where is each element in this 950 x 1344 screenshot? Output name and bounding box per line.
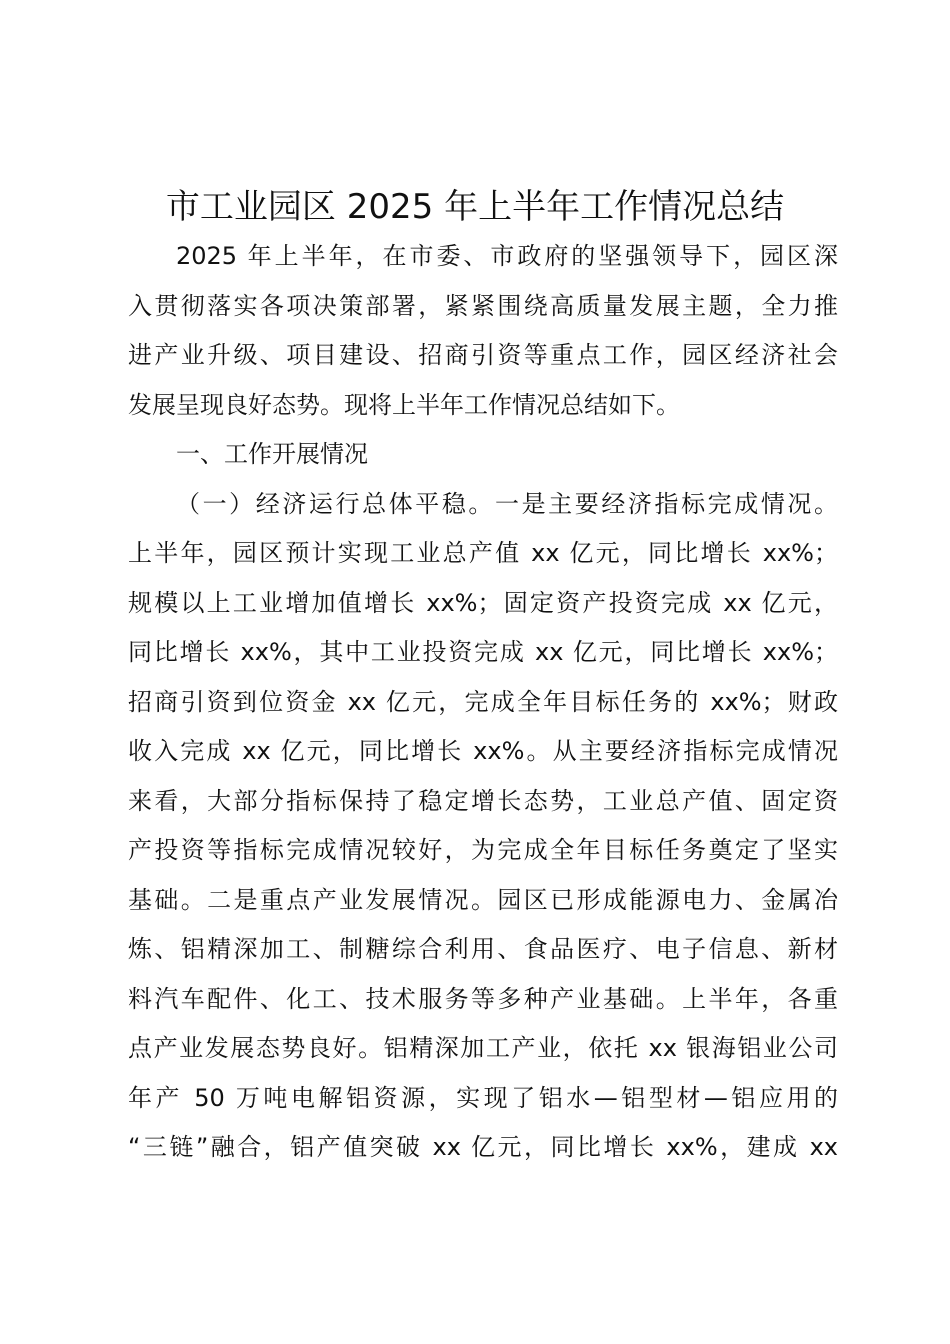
text-line: 2025 年上半年，在市委、市政府的坚强领导下，园区深 (176, 242, 838, 270)
text-line: 点产业发展态势良好。铝精深加工产业，依托 xx 银海铝业公司 (128, 1034, 838, 1062)
document-title: 市工业园区 2025 年上半年工作情况总结 (165, 187, 785, 227)
text-line: 同比增长 xx%，其中工业投资完成 xx 亿元，同比增长 xx%； (128, 638, 838, 666)
text-line: 收入完成 xx 亿元，同比增长 xx%。从主要经济指标完成情况 (128, 737, 838, 765)
text-line: “三链”融合，铝产值突破 xx 亿元，同比增长 xx%，建成 xx (128, 1133, 838, 1161)
text-line: 炼、铝精深加工、制糖综合利用、食品医疗、电子信息、新材 (128, 935, 838, 963)
text-line: 基础。二是重点产业发展情况。园区已形成能源电力、金属冶 (128, 885, 838, 914)
text-line: （一）经济运行总体平稳。一是主要经济指标完成情况。 (176, 489, 838, 518)
text-line: 年产 50 万吨电解铝资源，实现了铝水—铝型材—铝应用的 (128, 1083, 838, 1112)
text-line: 料汽车配件、化工、技术服务等多种产业基础。上半年，各重 (128, 984, 838, 1013)
text-line: 产投资等指标完成情况较好，为完成全年目标任务奠定了坚实 (128, 836, 838, 864)
text-line: 来看，大部分指标保持了稳定增长态势，工业总产值、固定资 (128, 786, 838, 815)
text-line: 发展呈现良好态势。现将上半年工作情况总结如下。 (128, 390, 680, 419)
text-line: 招商引资到位资金 xx 亿元，完成全年目标任务的 xx%；财政 (128, 687, 838, 716)
text-line: 进产业升级、项目建设、招商引资等重点工作，园区经济社会 (128, 341, 838, 369)
text-line: 一、工作开展情况 (176, 440, 368, 468)
text-line: 入贯彻落实各项决策部署，紧紧围绕高质量发展主题，全力推 (128, 291, 838, 320)
text-line: 上半年，园区预计实现工业总产值 xx 亿元，同比增长 xx%； (128, 539, 838, 567)
text-line: 规模以上工业增加值增长 xx%；固定资产投资完成 xx 亿元， (128, 588, 838, 617)
document-body (128, 232, 838, 1173)
